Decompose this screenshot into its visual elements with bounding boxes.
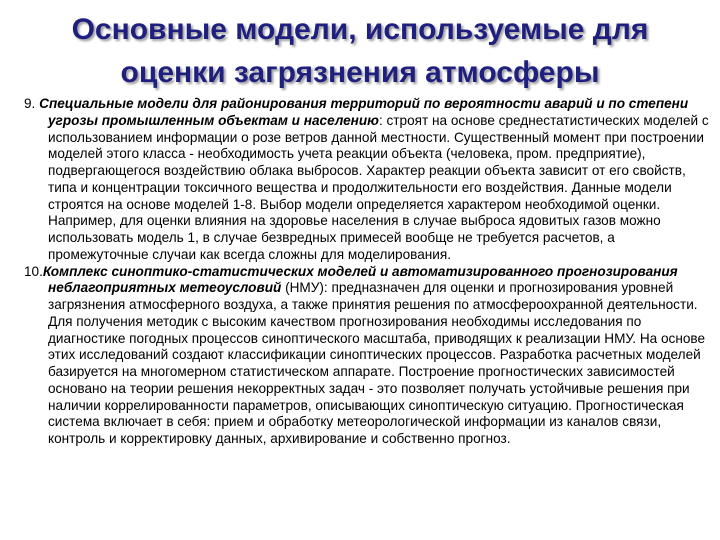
item-heading: Комплекс синоптико-статистических моделей и автоматизированного прогнозирования неблагоприятных метеоусловий <box>42 263 678 296</box>
list-item-9 <box>24 96 714 264</box>
item-number: 10. <box>24 263 43 279</box>
title-line-2: оценки загрязнения атмосферы <box>120 56 600 89</box>
item-heading: Специальные модели для районирования территорий по вероятности аварий и по степени угрозы промышленным объектам и населению <box>39 96 689 128</box>
slide-title <box>20 8 700 94</box>
slide-body <box>24 96 714 448</box>
item-text: (НМУ): предназначен для оценки и прогнозирования уровней загрязнения атмосферного воздуха, а также принятия решения по атмосфероохранной деятельности. Для получения методик с высоким качеством прогнозирования необходимы исследования по диагностике погодных процессов синоптического масштаба, приводящих к реализации НМУ. На основе этих исследований создают классификации синоптических процессов. Разработка расчетных моделей базируется на многомерном статистическом аппарате. Построение прогностических зависимостей основано на теории решения некорректных задач - это позволяет получать устойчивые решения при наличии коррелированности параметров, описывающих синоптическую ситуацию. Прогностическая система включает в себя: прием и обработку метеорологической информации из каналов связи, контроль и корректировку данных, архивирование и собственно прогноз. <box>48 280 706 446</box>
item-number: 9. <box>24 96 40 111</box>
title-line-1: Основные модели, используемые для <box>71 13 649 46</box>
list-item-10 <box>24 264 714 448</box>
item-text: : строят на основе среднестатистических моделей с использованием информации о розе ветров данной местности. Существенный момент при построении моделей этого класса - необходимость учета реакции объекта (человека, пром. предприятие), подвергающегося воздействию облака выбросов. Характер реакции объекта зависит от его свойств, типа и концентрации токсичного вещества и продолжительности его воздействия. Данные модели строятся на основе моделей 1-8. Выбор модели определяется характером необходимой оценки. Например, для оценки влияния на здоровье населения в случае выброса ядовитых газов можно использовать модель 1, в случае безвредных примесей вообще не требуется расчетов, а промежуточные случаи как всегда сложны для моделирования. <box>48 112 709 262</box>
